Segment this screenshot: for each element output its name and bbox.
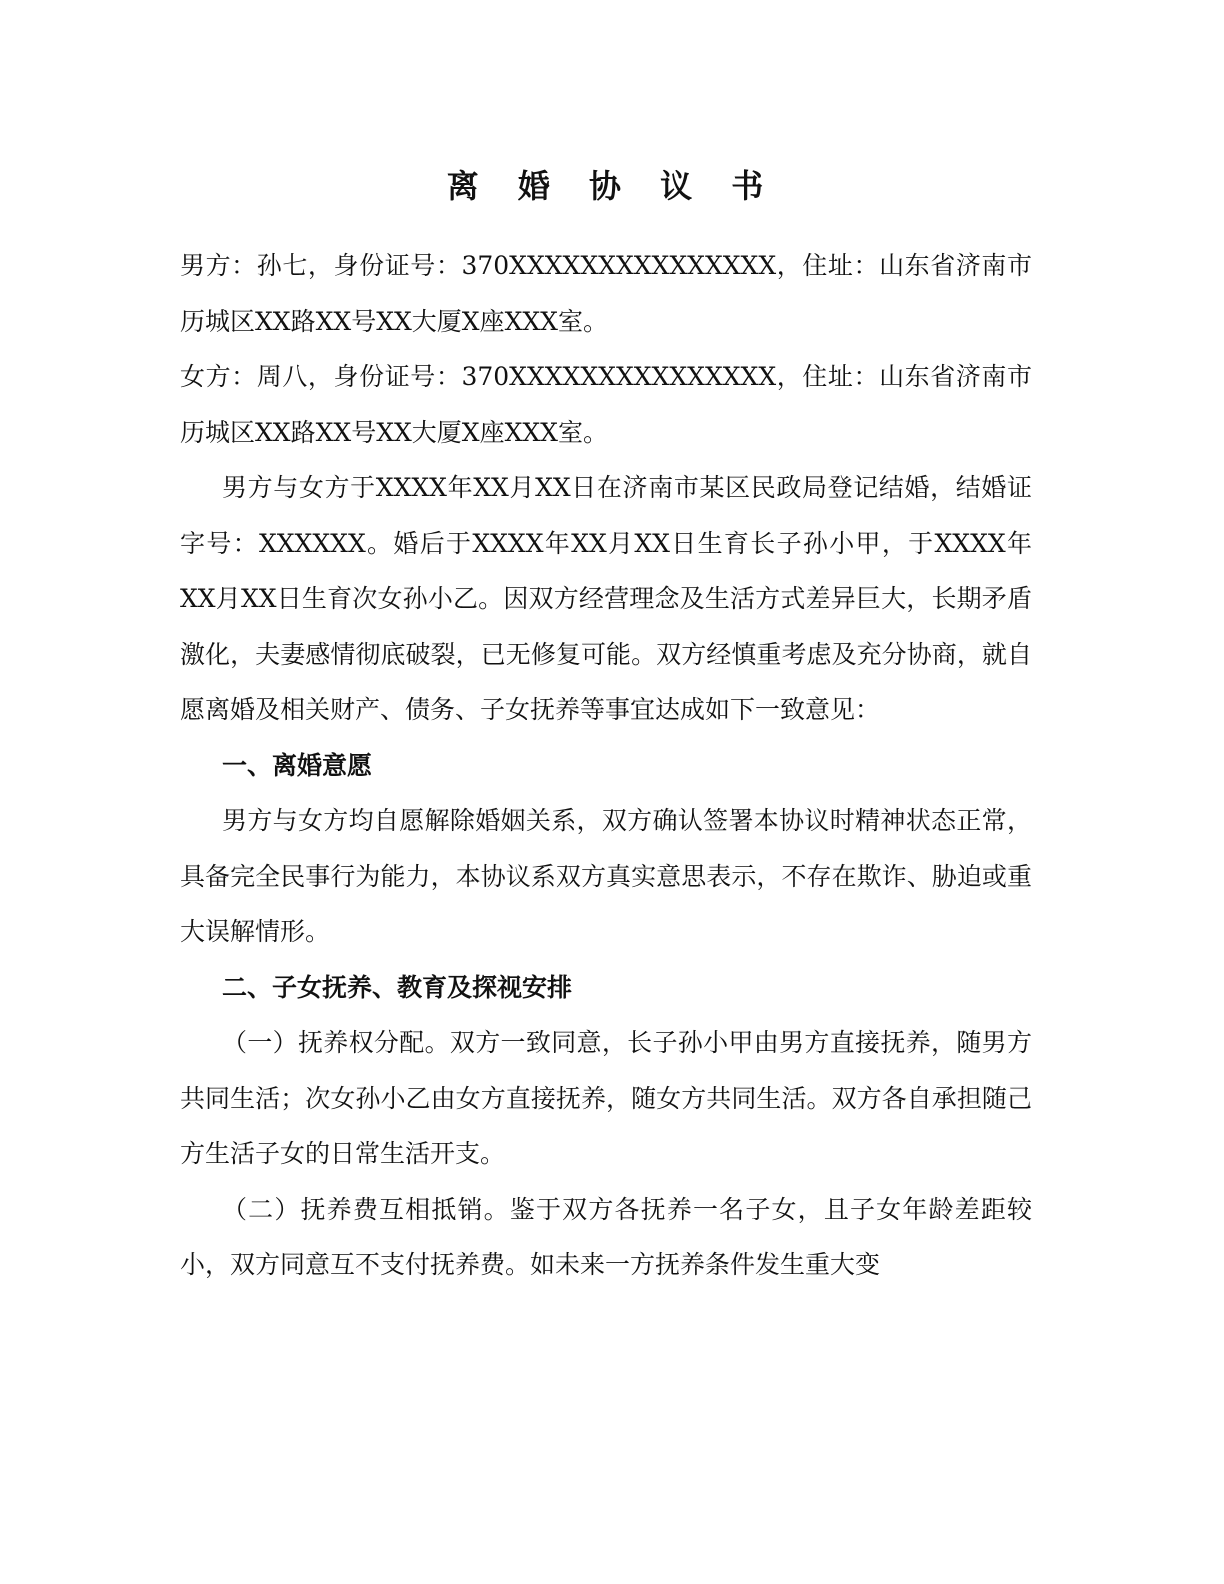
section-2-clause-1: （一）抚养权分配。双方一致同意，长子孙小甲由男方直接抚养，随男方共同生活；次女孙小乙由女方直接抚养，随女方共同生活。双方各自承担随己方生活子女的日常生活开支。 [180,1028,1032,1168]
section-2-clause-2: （二）抚养费互相抵销。鉴于双方各抚养一名子女，且子女年龄差距较小，双方同意互不支付抚养费。如未来一方抚养条件发生重大变 [180,1194,1032,1279]
party-male-info: 男方：孙七，身份证号：370XXXXXXXXXXXXXXX，住址：山东省济南市历城区XX路XX号XX大厦X座XXX室。 [180,251,1032,336]
preamble-paragraph: 男方与女方于XXXX年XX月XX日在济南市某区民政局登记结婚，结婚证字号：XXXXXX。婚后于XXXX年XX月XX日生育长子孙小甲，于XXXX年XX月XX日生育次女孙小乙。因双方经营理念及生活方式差异巨大，长期矛盾激化，夫妻感情彻底破裂，已无修复可能。双方经慎重考虑及充分协商，就自愿离婚及相关财产、债务、子女抚养等事宜达成如下一致意见： [180,473,1032,724]
section-1-paragraph: 男方与女方均自愿解除婚姻关系，双方确认签署本协议时精神状态正常，具备完全民事行为能力，本协议系双方真实意思表示，不存在欺诈、胁迫或重大误解情形。 [180,806,1032,946]
document-body [180,238,1032,1293]
party-female-info: 女方：周八，身份证号：370XXXXXXXXXXXXXXX，住址：山东省济南市历城区XX路XX号XX大厦X座XXX室。 [180,362,1032,447]
section-1-heading: 一、离婚意愿 [222,750,373,780]
document-title: 离 婚 协 议 书 [446,167,778,205]
section-2-heading: 二、子女抚养、教育及探视安排 [222,972,573,1002]
